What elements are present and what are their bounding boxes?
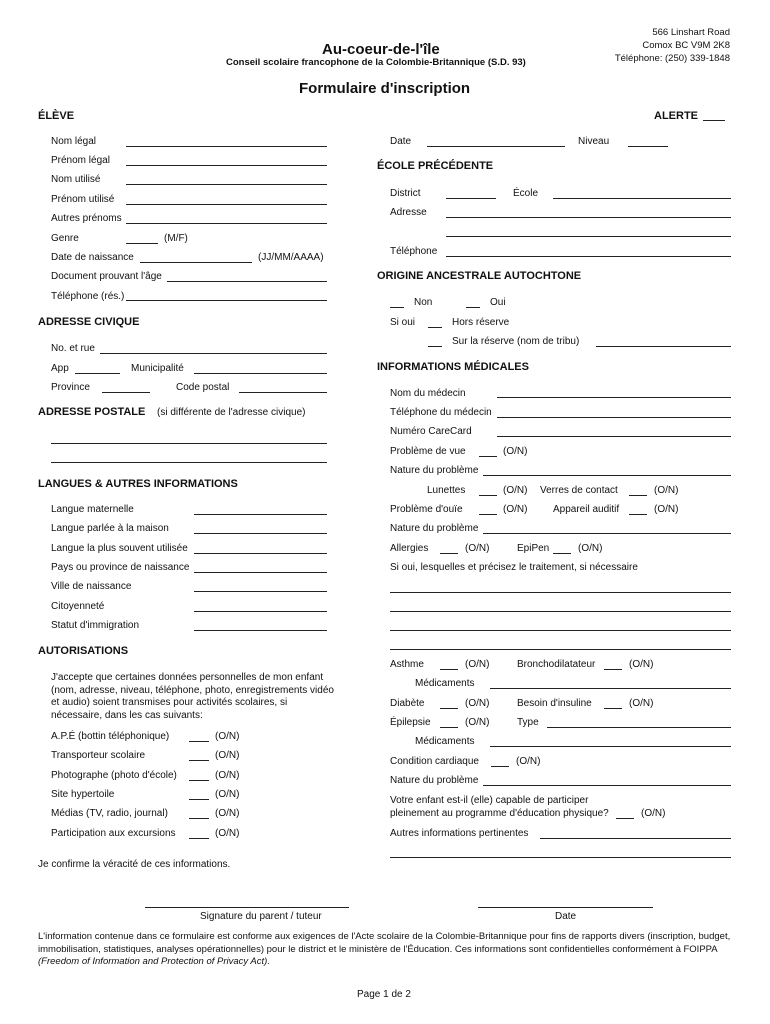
nom-legal-label: Nom légal [51, 136, 97, 147]
autres-infos-field-1[interactable] [540, 838, 731, 839]
probleme-ouie-yn: (O/N) [503, 504, 528, 515]
autorisation-item-field[interactable] [189, 838, 209, 839]
autorisation-item-label: Participation aux excursions [51, 828, 176, 839]
nom-medecin-label: Nom du médecin [390, 388, 466, 399]
signature-date-field[interactable] [478, 907, 653, 908]
nature-probleme-cardiaque-label: Nature du problème [390, 775, 479, 786]
code-postal-label: Code postal [176, 382, 230, 393]
autorisations-heading: AUTORISATIONS [38, 645, 129, 657]
lunettes-field[interactable] [479, 495, 497, 496]
nom-utilise-field[interactable] [126, 184, 327, 185]
oui-label: Oui [490, 297, 506, 308]
participation-yn: (O/N) [641, 808, 666, 819]
autorisation-item-field[interactable] [189, 741, 209, 742]
verres-contact-field[interactable] [629, 495, 647, 496]
adresse-civique-heading: ADRESSE CIVIQUE [38, 316, 140, 328]
sur-reserve-label: Sur la réserve (nom de tribu) [452, 336, 580, 347]
school-address-line1: 566 Linshart Road [652, 27, 730, 38]
allergies-yn: (O/N) [465, 543, 490, 554]
autorisations-paragraph: J'accepte que certaines données personnelles de mon enfant (nom, adresse, niveau, téléphone, photo, enregistrements vidéo et audio) soient transmises pour activités scolaires, si nécessaire, dans les cas suivants: [51, 672, 334, 721]
hors-reserve-label: Hors réserve [452, 317, 510, 328]
carecard-label: Numéro CareCard [390, 426, 472, 437]
nature-probleme-cardiaque-field[interactable] [483, 785, 731, 786]
date-naissance-label: Date de naissance [51, 252, 134, 263]
school-phone: Téléphone: (250) 339-1848 [614, 53, 730, 64]
ecole-label: École [513, 188, 539, 199]
document-age-field[interactable] [167, 281, 327, 282]
autorisation-item-field[interactable] [189, 818, 209, 819]
district-label: District [390, 188, 421, 199]
origine-heading: ORIGINE ANCESTRALE AUTOCHTONE [377, 270, 582, 282]
asthme-yn: (O/N) [465, 659, 490, 670]
epilepsie-label: Épilepsie [390, 717, 431, 728]
school-board: Conseil scolaire francophone de la Colombie-Britannique (S.D. 93) [226, 57, 526, 68]
adresse-field-1[interactable] [446, 217, 731, 218]
probleme-ouie-label: Problème d'ouïe [390, 504, 463, 515]
document-age-label: Document prouvant l'âge [51, 271, 162, 282]
langue-item-field[interactable] [194, 572, 327, 573]
oui-field[interactable] [466, 307, 480, 308]
genre-hint: (M/F) [164, 233, 188, 244]
ecole-precedente-heading: ÉCOLE PRÉCÉDENTE [377, 160, 494, 172]
niveau-label: Niveau [578, 136, 610, 147]
page-number: Page 1 de 2 [357, 989, 411, 1000]
nom-utilise-label: Nom utilisé [51, 174, 101, 185]
autres-prenoms-field[interactable] [126, 223, 327, 224]
allergies-details-label: Si oui, lesquelles et précisez le traitement, si nécessaire [390, 562, 638, 573]
langue-item-label: Langue la plus souvent utilisée [51, 543, 188, 554]
telephone-label: Téléphone [390, 246, 438, 257]
verres-contact-label: Verres de contact [540, 485, 618, 496]
epilepsie-field[interactable] [440, 727, 458, 728]
langue-item-label: Citoyenneté [51, 601, 105, 612]
langue-item-field[interactable] [194, 630, 327, 631]
signature-date-label: Date [555, 911, 577, 922]
participation-question-2: pleinement au programme d'éducation physique? [390, 808, 609, 819]
besoin-insuline-yn: (O/N) [629, 698, 654, 709]
signature-label: Signature du parent / tuteur [200, 911, 322, 922]
adresse-postale-line-1[interactable] [51, 443, 327, 444]
form-title: Formulaire d'inscription [299, 80, 471, 97]
allergies-field[interactable] [440, 553, 458, 554]
medical-heading: INFORMATIONS MÉDICALES [377, 361, 529, 373]
langue-item-field[interactable] [194, 533, 327, 534]
non-field[interactable] [390, 307, 404, 308]
municipalite-label: Municipalité [131, 363, 184, 374]
epipen-label: EpiPen [517, 543, 550, 554]
condition-cardiaque-label: Condition cardiaque [390, 756, 479, 767]
condition-cardiaque-field[interactable] [491, 766, 509, 767]
allergies-details-line-1[interactable] [390, 592, 731, 593]
adresse-postale-line-2[interactable] [51, 462, 327, 463]
telephone-field[interactable] [446, 256, 731, 257]
no-rue-field[interactable] [100, 353, 327, 354]
epipen-yn: (O/N) [578, 543, 603, 554]
probleme-vue-label: Problème de vue [390, 446, 466, 457]
type-field[interactable] [547, 727, 731, 728]
nature-probleme-ouie-label: Nature du problème [390, 523, 479, 534]
telephone-res-field[interactable] [126, 300, 327, 301]
medicaments-field-asthme[interactable] [490, 688, 731, 689]
type-label: Type [517, 717, 539, 728]
adresse-postale-heading: ADRESSE POSTALE [38, 406, 146, 418]
autorisation-item-label: Transporteur scolaire [51, 750, 146, 761]
autres-infos-field-2[interactable] [390, 857, 731, 858]
date-label: Date [390, 136, 412, 147]
allergies-label: Allergies [390, 543, 429, 554]
app-field[interactable] [75, 373, 120, 374]
autorisation-yn: (O/N) [215, 750, 240, 761]
diabete-label: Diabète [390, 698, 425, 709]
nature-probleme-label: Nature du problème [390, 465, 479, 476]
autorisation-item-label: Médias (TV, radio, journal) [51, 808, 168, 819]
medicaments-label-epilepsie: Médicaments [415, 736, 475, 747]
nom-medecin-field[interactable] [497, 397, 731, 398]
langue-item-field[interactable] [194, 591, 327, 592]
si-oui-label: Si oui [390, 317, 416, 328]
school-address-line2: Comox BC V9M 2K8 [642, 40, 730, 51]
prenom-utilise-label: Prénom utilisé [51, 194, 115, 205]
bronchodilatateur-label: Bronchodilatateur [517, 659, 596, 670]
niveau-field[interactable] [628, 146, 668, 147]
privacy-notice [38, 931, 733, 969]
langue-item-field[interactable] [194, 611, 327, 612]
besoin-insuline-field[interactable] [604, 708, 622, 709]
alerte-field[interactable] [703, 120, 725, 121]
province-field[interactable] [102, 392, 150, 393]
bronchodilatateur-field[interactable] [604, 669, 622, 670]
appareil-auditif-field[interactable] [629, 514, 647, 515]
date-field[interactable] [427, 146, 565, 147]
langue-item-label: Langue maternelle [51, 504, 134, 515]
province-label: Province [51, 382, 90, 393]
probleme-vue-yn: (O/N) [503, 446, 528, 457]
autorisation-item-field[interactable] [189, 780, 209, 781]
appareil-auditif-label: Appareil auditif [553, 504, 620, 515]
epilepsie-yn: (O/N) [465, 717, 490, 728]
district-field[interactable] [446, 198, 496, 199]
autorisation-yn: (O/N) [215, 828, 240, 839]
autorisation-yn: (O/N) [215, 808, 240, 819]
nom-legal-field[interactable] [126, 146, 327, 147]
allergies-details-line-3[interactable] [390, 630, 731, 631]
lunettes-label: Lunettes [427, 485, 466, 496]
nature-probleme-ouie-field[interactable] [483, 533, 731, 534]
school-name: Au-coeur-de-l'île [322, 41, 440, 58]
langue-item-label: Statut d'immigration [51, 620, 140, 631]
verres-contact-yn: (O/N) [654, 485, 679, 496]
date-format-hint: (JJ/MM/AAAA) [258, 252, 324, 263]
autorisation-yn: (O/N) [215, 731, 240, 742]
langue-item-label: Ville de naissance [51, 581, 132, 592]
adresse-field-2[interactable] [446, 236, 731, 237]
app-label: App [51, 363, 69, 374]
langues-heading: LANGUES & AUTRES INFORMATIONS [38, 478, 238, 490]
no-rue-label: No. et rue [51, 343, 95, 354]
medicaments-label-asthme: Médicaments [415, 678, 475, 689]
probleme-ouie-field[interactable] [479, 514, 497, 515]
privacy-notice-main: L'information contenue dans ce formulaire est conforme aux exigences de l'Acte scolaire de la Colombie-Britannique pour fins de rapports divers (inscription, budget, immobilisation, statistiques, analyses opérationnelles) pour le district et le ministère de l'Éducation. Ces informations sont confidentielles conformément à FOIPPA [38, 931, 731, 955]
prenom-legal-label: Prénom légal [51, 155, 110, 166]
diabete-yn: (O/N) [465, 698, 490, 709]
allergies-details-line-2[interactable] [390, 611, 731, 612]
ecole-field[interactable] [553, 198, 731, 199]
prenom-utilise-field[interactable] [126, 204, 327, 205]
autorisation-item-label: A.P.É (bottin téléphonique) [51, 731, 170, 742]
appareil-auditif-yn: (O/N) [654, 504, 679, 515]
autres-infos-label: Autres informations pertinentes [390, 828, 529, 839]
langue-item-label: Langue parlée à la maison [51, 523, 169, 534]
telephone-res-label: Téléphone (rés.) [51, 291, 125, 302]
signature-field[interactable] [145, 907, 349, 908]
carecard-field[interactable] [497, 436, 731, 437]
adresse-label: Adresse [390, 207, 427, 218]
diabete-field[interactable] [440, 708, 458, 709]
eleve-heading: ÉLÈVE [38, 110, 75, 122]
langue-item-label: Pays ou province de naissance [51, 562, 190, 573]
asthme-field[interactable] [440, 669, 458, 670]
tel-medecin-field[interactable] [497, 417, 731, 418]
autorisation-yn: (O/N) [215, 770, 240, 781]
probleme-vue-field[interactable] [479, 456, 497, 457]
sur-reserve-field[interactable] [428, 346, 442, 347]
code-postal-field[interactable] [239, 392, 327, 393]
adresse-postale-note: (si différente de l'adresse civique) [157, 407, 306, 418]
langue-item-field[interactable] [194, 514, 327, 515]
tel-medecin-label: Téléphone du médecin [390, 407, 492, 418]
hors-reserve-field[interactable] [428, 327, 442, 328]
autorisation-item-field[interactable] [189, 760, 209, 761]
autorisation-item-label: Photographe (photo d'école) [51, 770, 177, 781]
genre-field[interactable] [126, 243, 158, 244]
autres-prenoms-label: Autres prénoms [51, 213, 122, 224]
participation-question-1: Votre enfant est-il (elle) capable de participer [390, 795, 589, 806]
privacy-notice-act: (Freedom of Information and Protection of Privacy Act). [38, 956, 270, 967]
nature-probleme-field[interactable] [483, 475, 731, 476]
alerte-label: ALERTE [654, 110, 698, 122]
tribu-field[interactable] [596, 346, 731, 347]
autorisation-item-field[interactable] [189, 799, 209, 800]
participation-field[interactable] [616, 818, 634, 819]
allergies-details-line-4[interactable] [390, 649, 731, 650]
bronchodilatateur-yn: (O/N) [629, 659, 654, 670]
langue-item-field[interactable] [194, 553, 327, 554]
medicaments-field-epilepsie[interactable] [490, 746, 731, 747]
confirmation-text: Je confirme la véracité de ces informations. [38, 859, 231, 870]
date-naissance-field[interactable] [140, 262, 252, 263]
autorisation-yn: (O/N) [215, 789, 240, 800]
genre-label: Genre [51, 233, 79, 244]
epipen-field[interactable] [553, 553, 571, 554]
municipalite-field[interactable] [194, 373, 327, 374]
condition-cardiaque-yn: (O/N) [516, 756, 541, 767]
autorisation-item-label: Site hypertoile [51, 789, 115, 800]
asthme-label: Asthme [390, 659, 424, 670]
besoin-insuline-label: Besoin d'insuline [517, 698, 592, 709]
non-label: Non [414, 297, 433, 308]
prenom-legal-field[interactable] [126, 165, 327, 166]
lunettes-yn: (O/N) [503, 485, 528, 496]
